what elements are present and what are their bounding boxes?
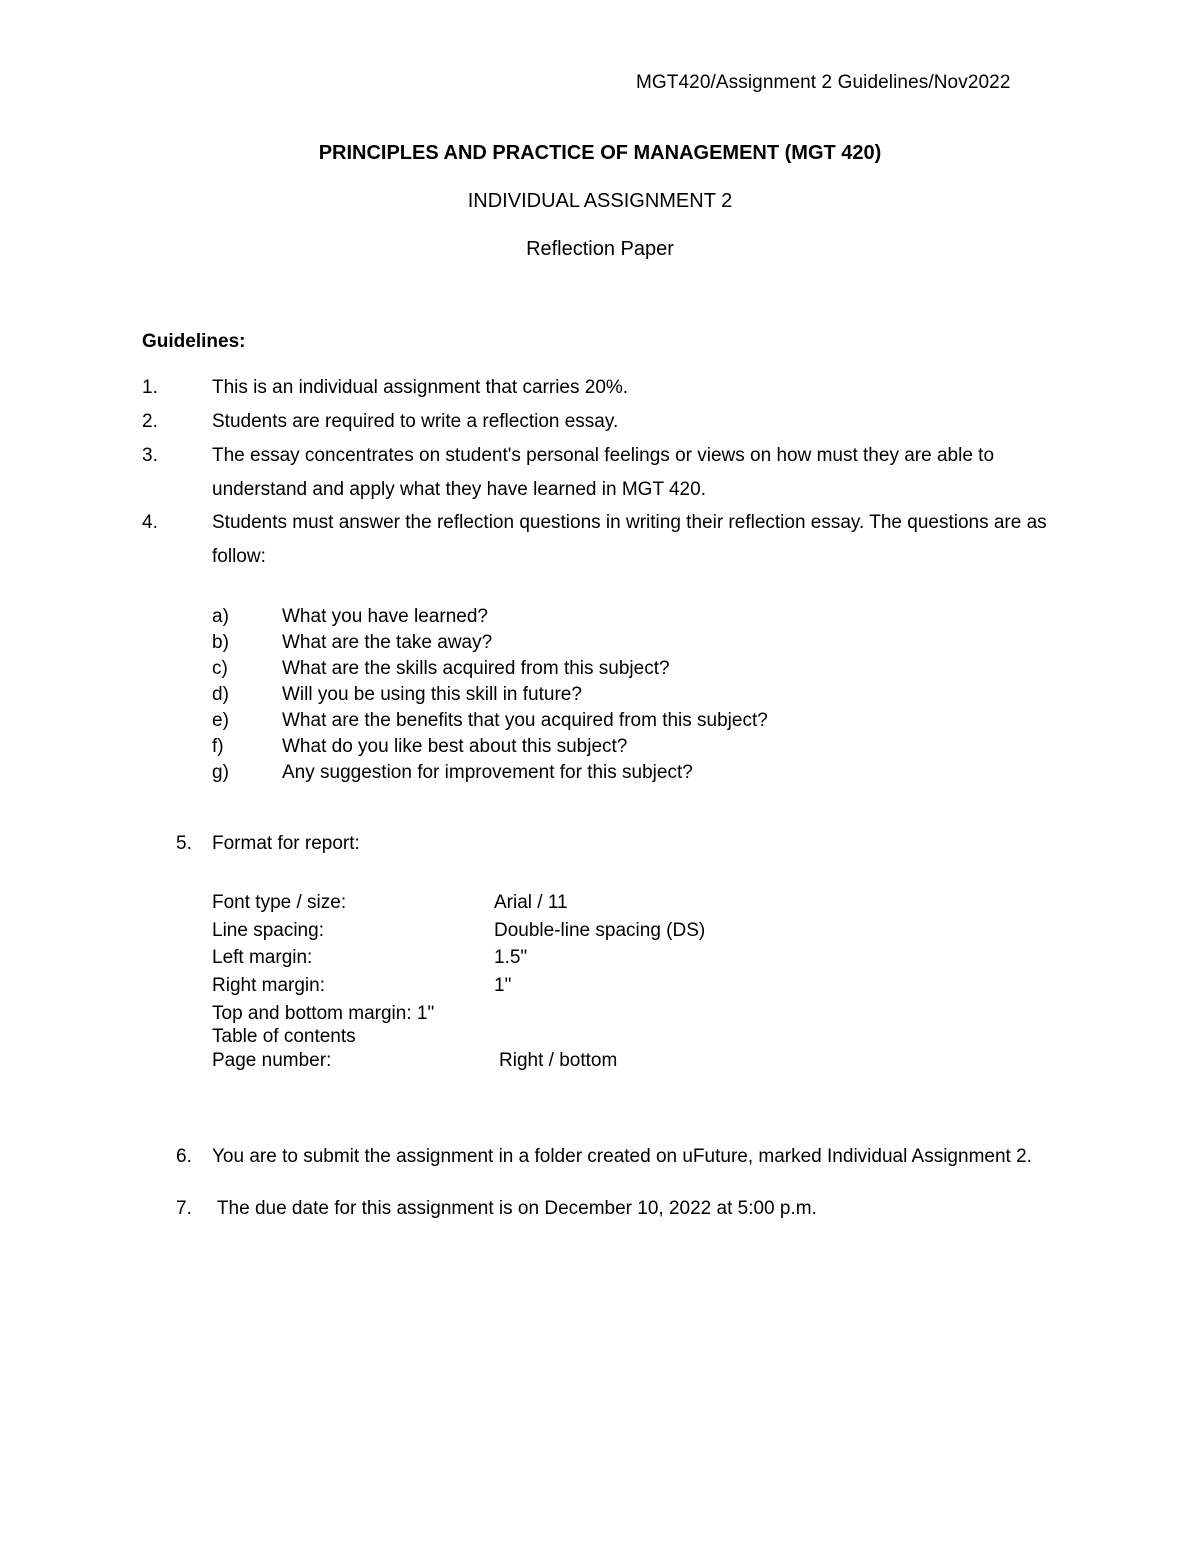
question-letter: d) xyxy=(212,684,229,705)
list-item-text: This is an individual assignment that carries 20%. xyxy=(212,377,629,398)
format-label: Table of contents xyxy=(212,1026,356,1047)
format-label: Right margin: xyxy=(212,975,325,996)
list-item-text: The essay concentrates on student's personal feelings or views on how must they are able to understand and apply what they have learned in MGT 420. xyxy=(212,445,995,500)
format-value: 1.5" xyxy=(494,947,528,968)
question-letter: b) xyxy=(212,632,229,653)
format-label: Page number: xyxy=(212,1050,332,1071)
format-heading: Format for report: xyxy=(212,833,360,854)
paper-type: Reflection Paper xyxy=(526,238,674,260)
question-letter: f) xyxy=(212,736,224,757)
format-value: Right / bottom xyxy=(499,1050,618,1071)
running-header: MGT420/Assignment 2 Guidelines/Nov2022 xyxy=(636,72,1011,93)
question-text: What are the take away? xyxy=(282,632,493,653)
list-item-number: 1. xyxy=(142,377,158,398)
list-item-number: 3. xyxy=(142,445,158,466)
format-label: Line spacing: xyxy=(212,920,324,941)
due-date-text: The due date for this assignment is on December 10, 2022 at 5:00 p.m. xyxy=(212,1198,817,1219)
list-item-text: Students must answer the reflection questions in writing their reflection essay. The questions are as follow: xyxy=(212,512,1047,567)
question-text: What you have learned? xyxy=(282,606,488,627)
document-subtitle: INDIVIDUAL ASSIGNMENT 2 xyxy=(467,190,733,212)
document-title: PRINCIPLES AND PRACTICE OF MANAGEMENT (MGT 420) xyxy=(318,142,882,164)
question-letter: g) xyxy=(212,762,229,783)
question-text: Will you be using this skill in future? xyxy=(282,684,582,705)
list-item-text: Students are required to write a reflection essay. xyxy=(212,411,619,432)
question-text: What are the benefits that you acquired from this subject? xyxy=(282,710,768,731)
list-item-number: 5. xyxy=(176,833,192,854)
format-value: Arial / 11 xyxy=(494,892,568,913)
question-letter: a) xyxy=(212,606,229,627)
question-letter: e) xyxy=(212,710,229,731)
format-label: Top and bottom margin: 1" xyxy=(212,1003,435,1024)
list-item-number: 6. xyxy=(176,1146,192,1167)
list-item-number: 4. xyxy=(142,512,158,533)
question-text: Any suggestion for improvement for this subject? xyxy=(282,762,693,783)
submission-instruction: You are to submit the assignment in a folder created on uFuture, marked Individual Assignment 2. xyxy=(212,1146,1032,1167)
format-label: Left margin: xyxy=(212,947,313,968)
guidelines-heading: Guidelines: xyxy=(142,331,246,352)
format-value: 1" xyxy=(494,975,512,996)
question-text: What are the skills acquired from this subject? xyxy=(282,658,670,679)
list-item-number: 2. xyxy=(142,411,158,432)
list-item-number: 7. xyxy=(176,1198,192,1219)
question-text: What do you like best about this subject? xyxy=(282,736,628,757)
format-value: Double-line spacing (DS) xyxy=(494,920,706,941)
question-letter: c) xyxy=(212,658,228,679)
format-label: Font type / size: xyxy=(212,892,347,913)
